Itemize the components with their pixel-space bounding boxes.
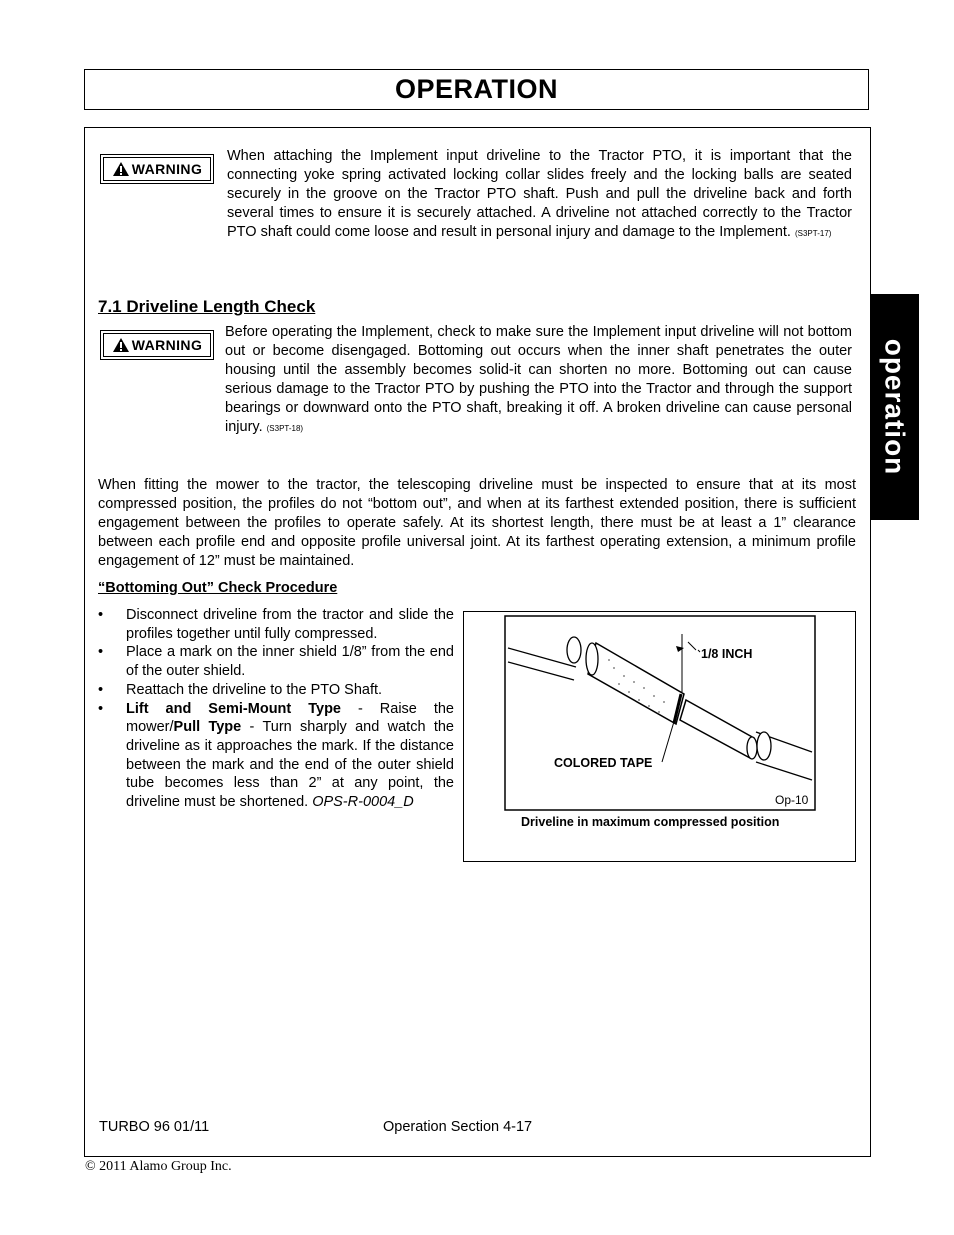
bullet-icon: • bbox=[98, 607, 104, 623]
warning-badge bbox=[100, 154, 214, 184]
procedure-heading: “Bottoming Out” Check Procedure bbox=[98, 580, 338, 596]
warning-message: When attaching the Implement input driveline to the Tractor PTO, it is important that the connecting yoke spring activated locking collar slides freely and the locking balls are seated securely in the groove on the Tractor PTO shaft. Push and pull the driveline back and forth several times to ensure it is securely attached. A driveline not attached correctly to the Tractor PTO shaft could come loose and result in personal injury and damage to the Implement. bbox=[227, 148, 852, 240]
driveline-figure bbox=[464, 612, 855, 861]
footer-section: Operation Section 4-17 bbox=[383, 1119, 533, 1135]
figure-caption: Driveline in maximum compressed position bbox=[521, 815, 780, 829]
body-paragraph: When fitting the mower to the tractor, the telescoping driveline must be inspected to ensure that at its most compressed position, the profiles do not “bottom out”, and when at its farthest extended position, there is sufficient engagement between the profiles to operate safely. At its shortest length, there must be at least a 1” clearance between each profile end and opposite profile universal joint. At its farthest operating extension, a minimum profile engagement of 12” must be maintained. bbox=[98, 477, 856, 569]
side-tab-label: operation bbox=[879, 338, 911, 476]
figure-code: Op-10 bbox=[775, 793, 809, 807]
footer-model: TURBO 96 01/11 bbox=[99, 1119, 210, 1135]
procedure-list bbox=[98, 606, 454, 812]
tape-label: COLORED TAPE bbox=[554, 756, 653, 770]
list-item: • Reattach the driveline to the PTO Shaft. bbox=[98, 681, 383, 698]
warning-badge bbox=[100, 330, 214, 360]
warning-code: (S3PT-18) bbox=[266, 424, 304, 433]
warning-label: WARNING bbox=[131, 337, 203, 353]
list-item: • Place a mark on the inner shield 1/8” from the end of the outer shield. bbox=[98, 644, 454, 680]
side-tab bbox=[870, 294, 919, 520]
warning-triangle-icon bbox=[112, 337, 130, 353]
bullet-icon: • bbox=[98, 644, 104, 661]
page-title: OPERATION bbox=[394, 74, 558, 104]
copyright: © 2011 Alamo Group Inc. bbox=[85, 1159, 232, 1174]
list-item: • Lift and Semi-Mount Type - Raise the mower/Pull Type - Turn sharply and watch the driveline as it approaches the mark. If the distance between the mark and the end of the outer shield tube becomes less than 2” at any point, the driveline must be shortened. OPS-R-0004_D bbox=[98, 700, 454, 811]
warning-text bbox=[225, 323, 852, 438]
warning-triangle-icon bbox=[112, 161, 130, 177]
list-item: • Disconnect driveline from the tractor and slide the profiles together until fully compressed. bbox=[98, 607, 454, 642]
warning-label: WARNING bbox=[131, 161, 203, 177]
warning-code: (S3PT-17) bbox=[794, 229, 832, 238]
header-box bbox=[84, 69, 869, 110]
inch-label: 1/8 INCH bbox=[701, 647, 753, 661]
bullet-icon: • bbox=[98, 681, 104, 698]
warning-message: Before operating the Implement, check to make sure the Implement input driveline will not bottom out or become disengaged. Bottoming out occurs when the inner shaft penetrates the outer housing until the assembly becomes solid-it can shorten no more. Bottoming out can cause serious damage to the Tractor PTO by pushing the PTO into the Tractor and through the support bearings or downward onto the PTO shaft, breaking it off. A broken driveline can cause personal injury. bbox=[225, 324, 852, 435]
section-heading: 7.1 Driveline Length Check bbox=[98, 297, 316, 316]
warning-text bbox=[227, 147, 852, 243]
figure-box bbox=[463, 611, 856, 862]
bullet-icon: • bbox=[98, 700, 104, 717]
